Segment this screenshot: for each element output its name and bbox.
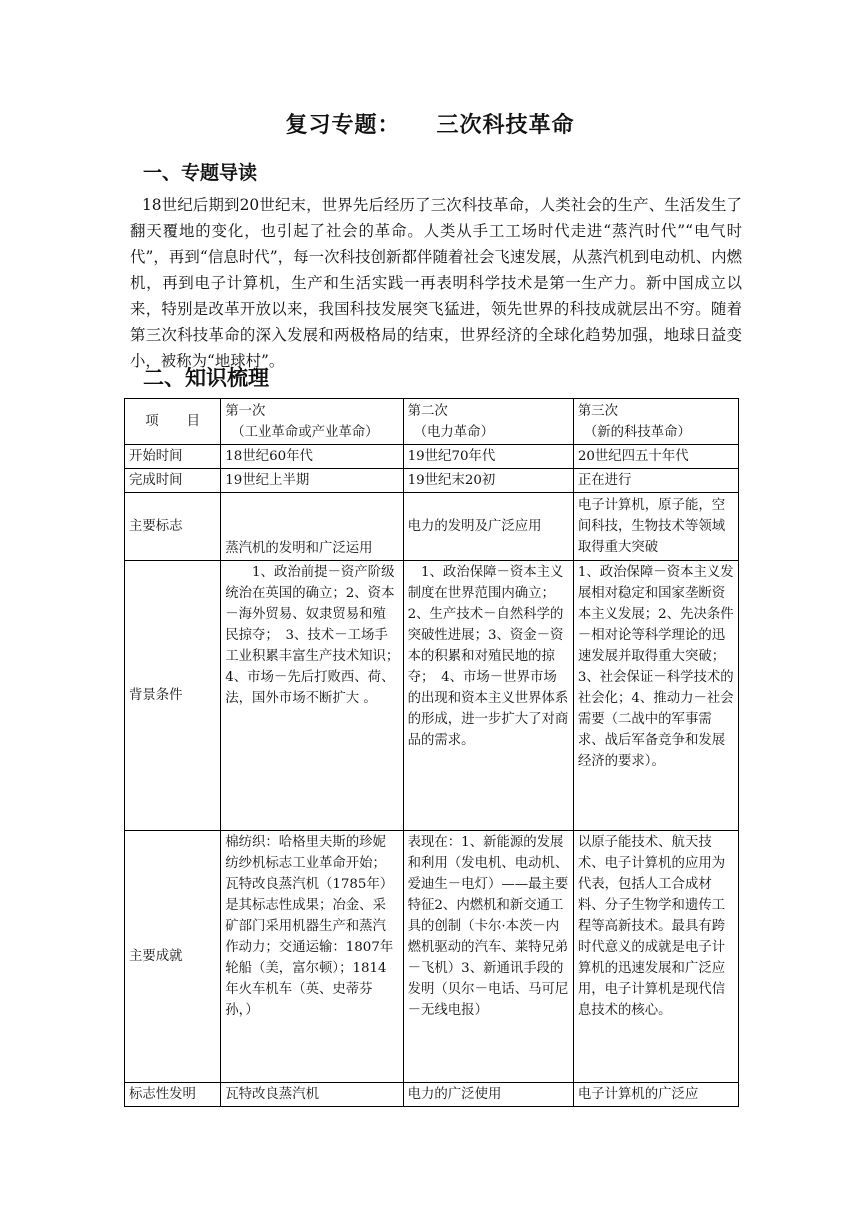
header-first-label: 第一次 — [225, 403, 266, 419]
header-first — [221, 399, 403, 445]
title-main: 三次科技革命 — [436, 112, 575, 138]
table-row — [125, 445, 739, 469]
cell-third: 以原子能技术、航天技术、电子计算机的应用为代表，包括人工合成材料、分子生物学和遗传工程等高新技术。最具有跨时代意义的成就是电子计算机的迅速发展和广泛应用，电子计算机是现代信息技术的核心。 — [573, 831, 738, 1083]
cell-third: 20世纪四五十年代 — [573, 445, 738, 469]
intro-paragraph: 18世纪后期到20世纪末，世界先后经历了三次科技革命，人类社会的生产、生活发生了翻天覆地的变化，也引起了社会的革命。人类从手工工场时代走进“蒸汽时代”“电气时代”，再到“信息时代”，每一次科技创新都伴随着社会飞速发展，从蒸汽机到电动机、内燃机，再到电子计算机，生产和生活实践一再表明科学技术是第一生产力。新中国成立以来，特别是改革开放以来，我国科技发展突飞猛进，领先世界的科技成就层出不穷。随着第三次科技革命的深入发展和两极格局的结束，世界经济的全球化趋势加强，地球日益变小，被称为“地球村”。 — [130, 196, 742, 370]
cell-second: 19世纪末20初 — [403, 469, 573, 493]
row-label: 标志性发明 — [125, 1083, 221, 1107]
header-item-char-b: 目 — [186, 414, 201, 429]
cell-first: 蒸汽机的发明和广泛运用 — [221, 493, 403, 561]
table-row — [125, 831, 739, 1083]
header-second-sub: （电力革命） — [413, 424, 494, 440]
table-row — [125, 493, 739, 561]
section-heading-intro: 一、专题导读 — [143, 162, 258, 184]
cell-second: 1、政治保障－资本主义制度在世界范围内确立； 2、生产技术－自然科学的突破性进展；3、资金－资本的积累和对殖民地的掠夺； 4、市场－世界市场的出现和资本主义世界体系的形成，进一步扩大了对商品的需求。 — [403, 561, 573, 831]
cell-third: 电子计算机的广泛应 — [573, 1083, 738, 1107]
cell-first: 瓦特改良蒸汽机 — [221, 1083, 403, 1107]
header-third — [573, 399, 738, 445]
table-header-row — [125, 399, 739, 445]
cell-first: 19世纪上半期 — [221, 469, 403, 493]
header-first-sub: （工业革命或产业革命） — [231, 424, 379, 440]
header-item-cell — [125, 399, 221, 445]
header-second — [403, 399, 573, 445]
row-label: 主要成就 — [125, 831, 221, 1083]
cell-second: 电力的广泛使用 — [403, 1083, 573, 1107]
row-label: 主要标志 — [125, 493, 221, 561]
header-third-label: 第三次 — [577, 403, 618, 419]
table-row — [125, 561, 739, 831]
cell-third: 正在进行 — [573, 469, 738, 493]
knowledge-table — [124, 398, 739, 1107]
header-third-sub: （新的科技革命） — [583, 424, 691, 440]
cell-second: 电力的发明及广泛应用 — [403, 493, 573, 561]
header-second-label: 第二次 — [407, 403, 448, 419]
cell-first: 1、政治前提－资产阶级统治在英国的确立；2、资本－海外贸易、奴隶贸易和殖民掠夺； 3、技术－工场手工业积累丰富生产技术知识； 4、市场－先后打败西、荷、法，国外市场不断扩大 。 — [221, 561, 403, 831]
row-label: 背景条件 — [125, 561, 221, 831]
row-label: 完成时间 — [125, 469, 221, 493]
header-item-char-a: 项 — [145, 414, 159, 429]
cell-first: 18世纪60年代 — [221, 445, 403, 469]
cell-third: 1、政治保障－资本主义发展相对稳定和国家垄断资本主义发展；2、先决条件－相对论等科学理论的迅速发展并取得重大突破；3、社会保证－科学技术的社会化；4、推动力－社会需要（二战中的军事需求、战后军备竞争和发展经济的要求）。 — [573, 561, 738, 831]
row-label: 开始时间 — [125, 445, 221, 469]
table-row — [125, 469, 739, 493]
section-heading-knowledge: 二、知识梳理 — [143, 366, 269, 390]
cell-second: 表现在：1、新能源的发展和利用（发电机、电动机、爱迪生－电灯）——最主要特征2、内燃机和新交通工具的创制（卡尔·本茨－内燃机驱动的汽车、莱特兄弟－飞机）3、新通讯手段的发明（贝尔－电话、马可尼－无线电报） — [403, 831, 573, 1083]
cell-second: 19世纪70年代 — [403, 445, 573, 469]
title-prefix: 复习专题： — [285, 112, 401, 138]
page-title — [0, 108, 860, 139]
cell-first: 棉纺织：哈格里夫斯的珍妮纺纱机标志工业革命开始；瓦特改良蒸汽机（1785年）是其标志性成果；冶金、采矿部门采用机器生产和蒸汽作动力；交通运输：1807年轮船（美，富尔顿）；1814年火车机车（英、史蒂芬孙，） — [221, 831, 403, 1083]
table-row — [125, 1083, 739, 1107]
cell-third: 电子计算机，原子能，空间科技，生物技术等领域取得重大突破 — [573, 493, 738, 561]
